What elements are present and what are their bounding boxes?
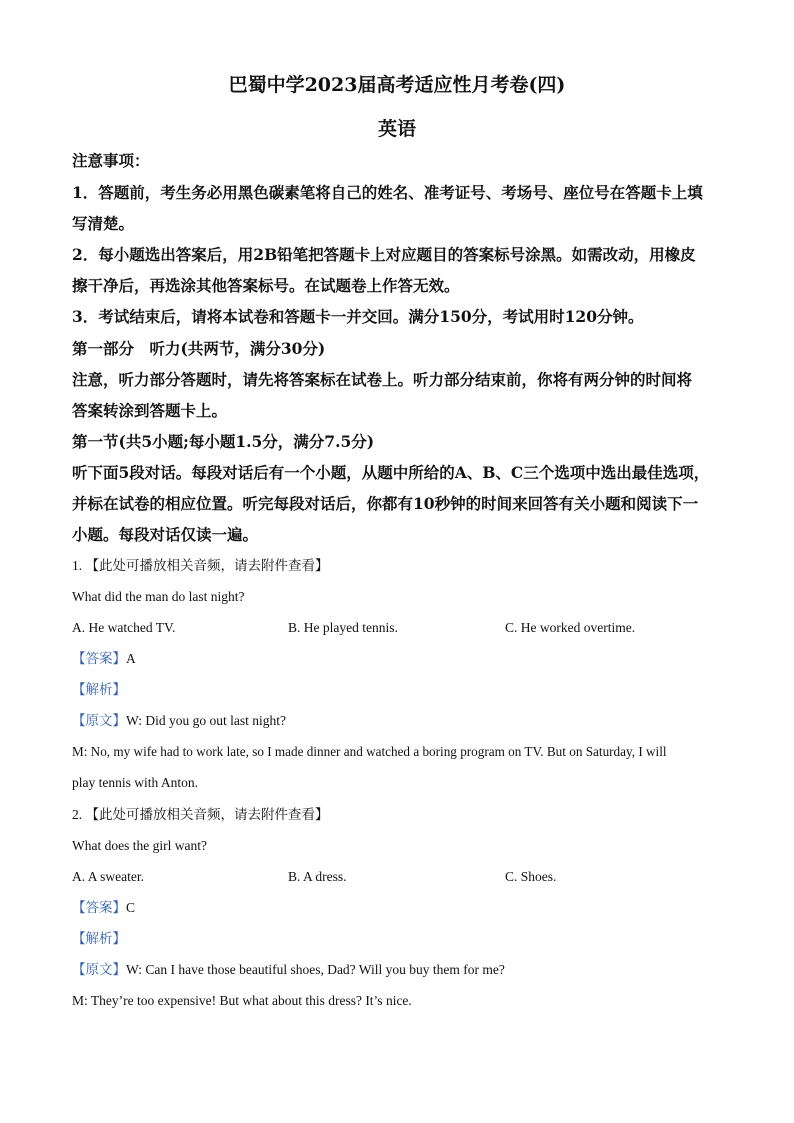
note-item-1-line-2: 写清楚。 <box>72 214 135 233</box>
question-1-text: What did the man do last night? <box>72 589 245 604</box>
question-1-option-a: A. He watched TV. <box>72 620 176 635</box>
exam-title: 巴蜀中学2023届高考适应性月考卷(四) <box>228 74 566 96</box>
section1-instruction-line-3: 小题。每段对话仅读一遍。 <box>72 525 259 544</box>
question-1-original-row <box>72 711 286 731</box>
part1-heading: 第一部分 听力(共两节，满分30分) <box>72 339 326 358</box>
section1-instruction-line-2: 并标在试卷的相应位置。听完每段对话后，你都有10秒钟的时间来回答有关小题和阅读下一 <box>72 494 699 513</box>
section1-heading: 第一节(共5小题;每小题1.5分，满分7.5分) <box>72 432 375 451</box>
question-1-original-line-3: play tennis with Anton. <box>72 775 198 790</box>
question-2-original-row <box>72 960 505 980</box>
notes-heading: 注意事项： <box>72 151 150 170</box>
question-2-answer: C <box>126 900 136 915</box>
question-1-answer-row <box>72 649 136 669</box>
section1-instruction-line-1: 听下面5段对话。每段对话后有一个小题，从题中所给的A、B、C三个选项中选出最佳选项， <box>72 463 710 482</box>
question-2-original-line-2: M: They’re too expensive! But what about this dress? It’s nice. <box>72 993 412 1008</box>
question-2-text: What does the girl want? <box>72 838 207 853</box>
answer-tag: 【答案】 <box>72 900 126 915</box>
question-2-option-b: B. A dress. <box>288 869 347 884</box>
question-1-number-line: 1. 【此处可播放相关音频，请去附件查看】 <box>72 558 329 573</box>
answer-tag: 【答案】 <box>72 651 126 666</box>
note-item-2-line-1: 2．每小题选出答案后，用2B铅笔把答题卡上对应题目的答案标号涂黑。如需改动，用橡皮 <box>72 245 696 264</box>
question-2-option-c: C. Shoes. <box>505 869 557 884</box>
question-2-answer-row <box>72 898 135 918</box>
part1-note-line-2: 答案转涂到答题卡上。 <box>72 401 228 420</box>
question-1-answer: A <box>126 651 136 666</box>
question-2-number-line: 2. 【此处可播放相关音频，请去附件查看】 <box>72 807 329 822</box>
question-1-analysis-row <box>72 680 126 700</box>
original-tag: 【原文】 <box>72 962 126 977</box>
question-1-original-line-1: W: Did you go out last night? <box>126 713 286 728</box>
note-item-2-line-2: 擦干净后，再选涂其他答案标号。在试题卷上作答无效。 <box>72 276 460 295</box>
question-2-analysis-row <box>72 929 126 949</box>
subject-title: 英语 <box>377 118 416 140</box>
note-item-3: 3．考试结束后，请将本试卷和答题卡一并交回。满分150分，考试用时120分钟。 <box>72 307 644 326</box>
question-1-original-line-2: M: No, my wife had to work late, so I made dinner and watched a boring program on TV. But on Saturday, I will <box>72 744 667 759</box>
original-tag: 【原文】 <box>72 713 126 728</box>
part1-note-line-1: 注意，听力部分答题时，请先将答案标在试卷上。听力部分结束前，你将有两分钟的时间将 <box>72 370 693 389</box>
question-2-original-line-1: W: Can I have those beautiful shoes, Dad? Will you buy them for me? <box>126 962 505 977</box>
question-1-option-b: B. He played tennis. <box>288 620 398 635</box>
analysis-tag: 【解析】 <box>72 931 126 946</box>
question-1-option-c: C. He worked overtime. <box>505 620 636 635</box>
note-item-1-line-1: 1．答题前，考生务必用黑色碳素笔将自己的姓名、准考证号、考场号、座位号在答题卡上填 <box>72 183 703 202</box>
question-2-option-a: A. A sweater. <box>72 869 144 884</box>
analysis-tag: 【解析】 <box>72 682 126 697</box>
